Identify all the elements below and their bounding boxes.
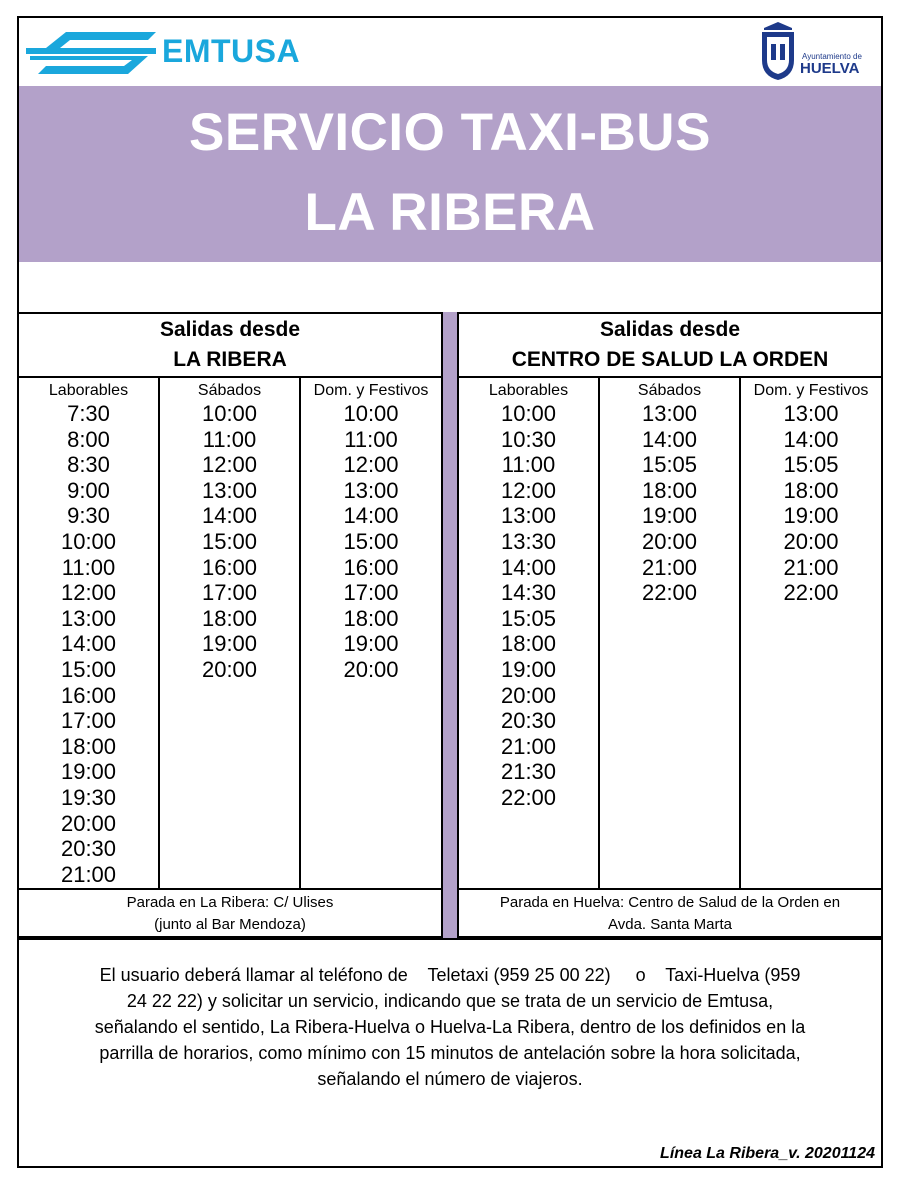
municipality-name: HUELVA — [800, 60, 860, 77]
departure-time: 11:00 — [61, 554, 116, 580]
panel-origin: CENTRO DE SALUD LA ORDEN — [511, 348, 829, 371]
departure-time: 20:00 — [201, 656, 258, 682]
departure-time: 8:00 — [67, 426, 110, 452]
column-header: Sábados — [197, 382, 262, 399]
departure-time: 15:05 — [500, 605, 557, 631]
stop-line-2: Avda. Santa Marta — [608, 916, 732, 933]
departure-time: 18:00 — [500, 631, 557, 657]
departure-time: 14:00 — [201, 503, 258, 529]
column-festivos — [741, 378, 881, 888]
departure-time: 16:00 — [201, 554, 258, 580]
column-header: Dom. y Festivos — [313, 382, 429, 399]
panel-divider — [443, 312, 457, 938]
column-header: Dom. y Festivos — [753, 382, 869, 399]
departure-time: 15:05 — [641, 452, 698, 478]
departure-time: 20:00 — [343, 656, 399, 682]
stop-line-1: Parada en La Ribera: C/ Ulises — [126, 894, 334, 911]
column-sabados — [160, 378, 301, 888]
departure-time: 20:00 — [500, 682, 557, 708]
times-list — [301, 401, 441, 683]
departure-time: 18:00 — [60, 733, 117, 759]
departure-time: 10:00 — [500, 401, 557, 426]
departure-time: 14:00 — [500, 554, 557, 580]
departure-time: 16:00 — [60, 682, 117, 708]
departure-time: 20:00 — [60, 810, 117, 836]
departure-time: 19:00 — [783, 503, 839, 529]
stop-info — [459, 888, 881, 936]
departure-time: 10:00 — [60, 528, 117, 554]
panel-title: Salidas desde — [159, 318, 301, 341]
departure-time: 11:00 — [344, 426, 398, 452]
departure-time: 13:00 — [343, 477, 399, 503]
column-header: Laborables — [48, 382, 129, 399]
departure-time: 12:00 — [500, 477, 557, 503]
emtusa-brand: EMTUSA — [162, 33, 301, 69]
departure-time: 14:00 — [60, 631, 117, 657]
times-list — [459, 401, 598, 811]
departure-time: 21:00 — [500, 733, 557, 759]
column-header: Sábados — [637, 382, 702, 399]
schedule-panel-centro-salud — [457, 312, 883, 938]
departure-time: 13:00 — [783, 401, 839, 426]
panel-origin: LA RIBERA — [173, 348, 287, 371]
departure-time: 22:00 — [641, 580, 698, 606]
departure-time: 17:00 — [201, 580, 258, 606]
departure-time: 17:00 — [343, 580, 399, 606]
column-sabados — [600, 378, 741, 888]
departure-time: 13:00 — [201, 477, 258, 503]
departure-time: 9:00 — [67, 477, 110, 503]
stop-line-2: (junto al Bar Mendoza) — [154, 916, 306, 933]
departure-time: 13:00 — [500, 503, 557, 529]
departure-time: 10:00 — [201, 401, 258, 426]
panel-title: Salidas desde — [599, 318, 741, 341]
departure-time: 15:00 — [60, 656, 117, 682]
departure-time: 10:00 — [343, 401, 399, 426]
column-laborables — [459, 378, 600, 888]
departure-time: 20:00 — [641, 528, 698, 554]
notice-line: parrilla de horarios, como mínimo con 15 minutos de antelación sobre la hora solicitada, — [99, 1043, 801, 1063]
times-list — [19, 401, 158, 887]
stop-info — [19, 888, 441, 936]
departure-time: 21:00 — [783, 554, 839, 580]
column-festivos — [301, 378, 441, 888]
departure-time: 20:00 — [783, 528, 839, 554]
departure-time: 18:00 — [641, 477, 698, 503]
departure-time: 12:00 — [60, 580, 117, 606]
departure-time: 15:05 — [783, 452, 839, 478]
departure-time: 18:00 — [343, 605, 399, 631]
departure-time: 14:00 — [343, 503, 399, 529]
departure-time: 14:00 — [783, 426, 839, 452]
municipality-label: Ayuntamiento de — [802, 52, 862, 61]
departure-time: 12:00 — [201, 452, 258, 478]
departure-time: 13:00 — [60, 605, 117, 631]
departure-time: 14:30 — [500, 580, 557, 606]
column-laborables — [19, 378, 160, 888]
panel-header — [459, 314, 881, 378]
banner-subtitle: LA RIBERA — [304, 183, 596, 242]
times-list — [600, 401, 739, 606]
title-banner — [19, 86, 881, 262]
departure-time: 9:30 — [67, 503, 110, 529]
departure-time: 7:30 — [67, 401, 110, 426]
notice-line: El usuario deberá llamar al teléfono de Teletaxi (959 25 00 22) o Taxi-Huelva (959 — [99, 965, 801, 985]
notice-line: 24 22 22) y solicitar un servicio, indicando que se trata de un servicio de Emtusa, — [126, 991, 774, 1011]
stop-line-1: Parada en Huelva: Centro de Salud de la Orden en — [499, 894, 841, 911]
section-divider — [19, 938, 881, 940]
times-list — [160, 401, 299, 683]
notice-line: señalando el número de viajeros. — [317, 1069, 583, 1089]
departure-time: 21:00 — [60, 861, 117, 887]
departure-time: 19:00 — [500, 656, 557, 682]
departure-time: 13:00 — [641, 401, 698, 426]
panel-header — [19, 314, 441, 378]
departure-time: 20:30 — [500, 708, 557, 734]
departure-time: 17:00 — [60, 708, 117, 734]
departure-time: 8:30 — [67, 452, 110, 478]
departure-time: 11:00 — [202, 426, 257, 452]
departure-time: 19:00 — [343, 631, 399, 657]
booking-instructions — [30, 962, 870, 1092]
column-header: Laborables — [488, 382, 569, 399]
departure-time: 13:30 — [500, 528, 557, 554]
departure-time: 12:00 — [343, 452, 399, 478]
departure-time: 19:00 — [641, 503, 698, 529]
departure-time: 22:00 — [500, 784, 557, 810]
departure-time: 14:00 — [641, 426, 698, 452]
departure-time: 11:00 — [501, 452, 556, 478]
departure-time: 21:30 — [500, 759, 557, 785]
times-list — [741, 401, 881, 606]
departure-time: 22:00 — [783, 580, 839, 606]
departure-time: 19:00 — [60, 759, 117, 785]
departure-time: 18:00 — [201, 605, 258, 631]
departure-time: 15:00 — [343, 528, 399, 554]
banner-title: SERVICIO TAXI-BUS — [189, 103, 711, 162]
schedule-panel-la-ribera — [17, 312, 443, 938]
departure-time: 19:30 — [60, 784, 117, 810]
departure-time: 18:00 — [783, 477, 839, 503]
departure-time: 15:00 — [201, 528, 258, 554]
departure-time: 19:00 — [201, 631, 258, 657]
departure-time: 20:30 — [60, 836, 117, 862]
departure-time: 21:00 — [641, 554, 698, 580]
version-label: Línea La Ribera_v. 20201124 — [660, 1145, 875, 1162]
departure-time: 10:30 — [500, 426, 557, 452]
notice-line: señalando el sentido, La Ribera-Huelva o Huelva-La Ribera, dentro de los definidos en la — [94, 1017, 806, 1037]
departure-time: 16:00 — [343, 554, 399, 580]
